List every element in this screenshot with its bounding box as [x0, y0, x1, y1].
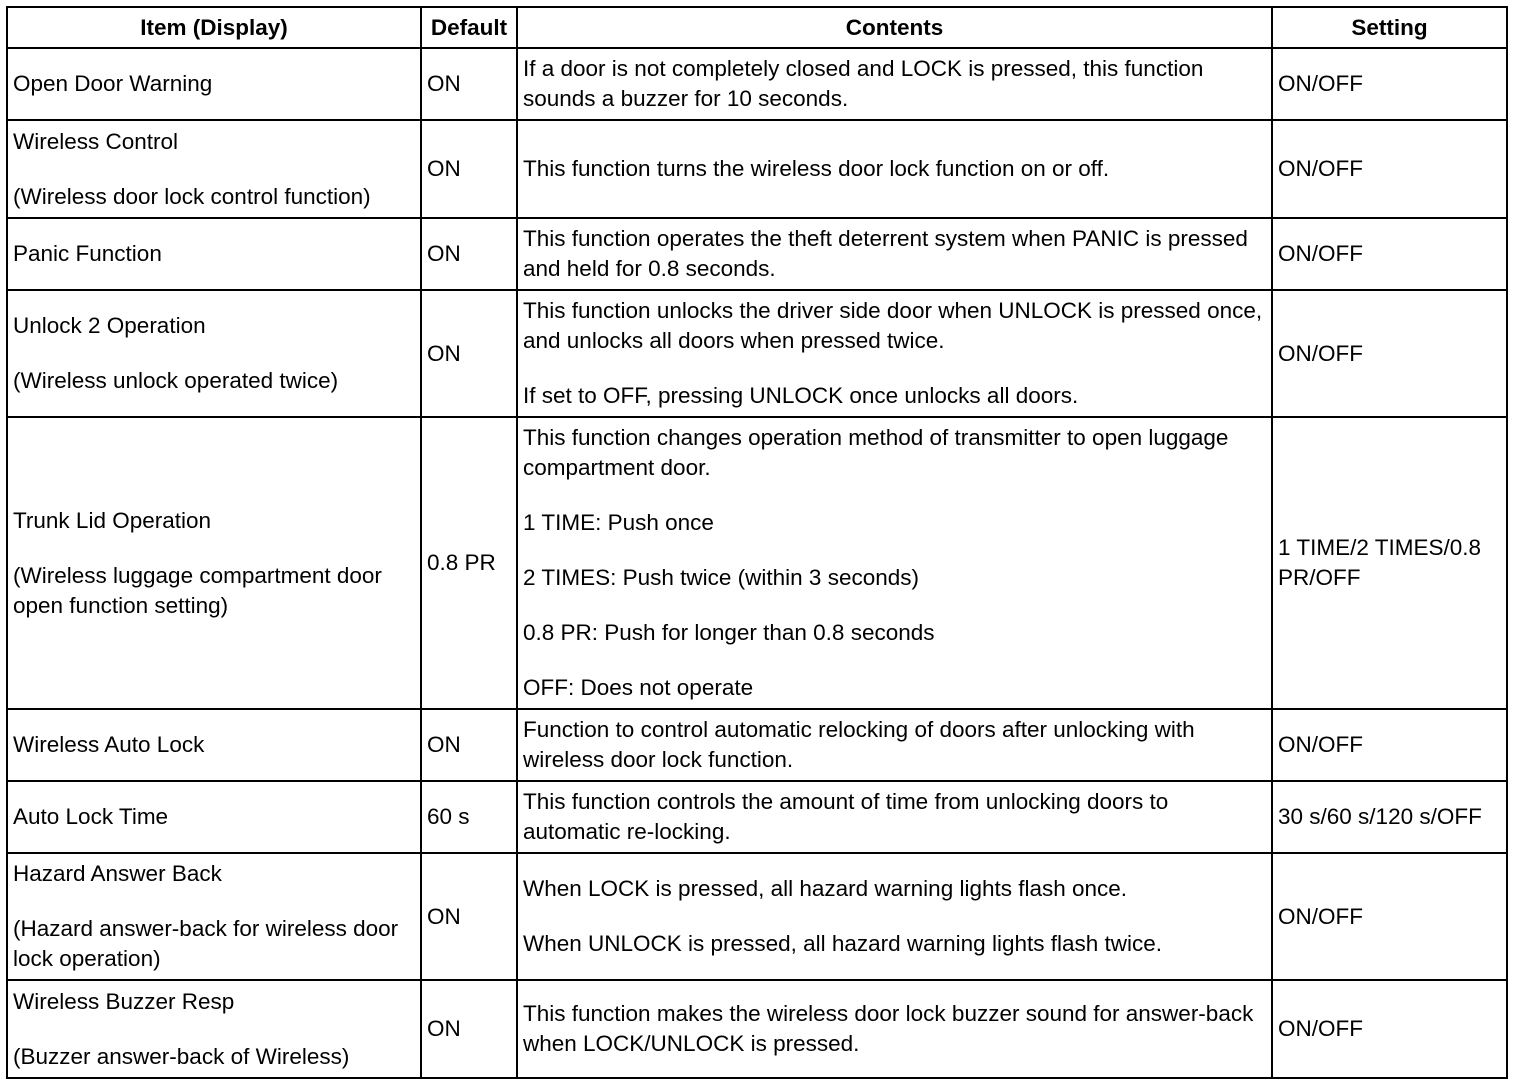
- default-cell: ON: [421, 218, 517, 290]
- item-cell: [7, 980, 421, 1078]
- contents-text: If set to OFF, pressing UNLOCK once unlocks all doors.: [523, 383, 1079, 408]
- setting-cell: 30 s/60 s/120 s/OFF: [1272, 781, 1507, 853]
- contents-text: OFF: Does not operate: [523, 675, 754, 700]
- table-row: [7, 781, 1507, 853]
- contents-text: This function controls the amount of time from unlocking doors to automatic re-locking.: [523, 789, 1169, 844]
- table-row: [7, 120, 1507, 218]
- item-cell: [7, 709, 421, 781]
- contents-text: When UNLOCK is pressed, all hazard warning lights flash twice.: [523, 931, 1163, 956]
- setting-cell: ON/OFF: [1272, 853, 1507, 980]
- item-name: Auto Lock Time: [13, 804, 169, 829]
- item-cell: [7, 120, 421, 218]
- item-cell: [7, 218, 421, 290]
- setting-cell: ON/OFF: [1272, 709, 1507, 781]
- table-row: [7, 48, 1507, 120]
- contents-text: This function operates the theft deterrent system when PANIC is pressed and held for 0.8 seconds.: [523, 226, 1248, 281]
- header-row: [7, 7, 1507, 48]
- setting-cell: 1 TIME/2 TIMES/0.8 PR/OFF: [1272, 417, 1507, 709]
- item-name: Unlock 2 Operation: [13, 313, 206, 338]
- contents-cell: [517, 781, 1272, 853]
- item-cell: [7, 290, 421, 417]
- table-row: [7, 980, 1507, 1078]
- table-row: [7, 218, 1507, 290]
- contents-text: Function to control automatic relocking of doors after unlocking with wireless door lock function.: [523, 717, 1195, 772]
- contents-text: If a door is not completely closed and LOCK is pressed, this function sounds a buzzer for 10 seconds.: [523, 56, 1204, 111]
- contents-cell: [517, 853, 1272, 980]
- table-row: [7, 853, 1507, 980]
- contents-text: This function makes the wireless door lock buzzer sound for answer-back when LOCK/UNLOCK is pressed.: [523, 1001, 1254, 1056]
- contents-text: This function turns the wireless door lock function on or off.: [523, 156, 1110, 181]
- item-name: Hazard Answer Back: [13, 861, 222, 886]
- contents-text: This function changes operation method of transmitter to open luggage compartment door.: [523, 425, 1229, 480]
- header-setting: Setting: [1272, 7, 1507, 48]
- item-description: (Wireless luggage compartment door open function setting): [13, 562, 382, 618]
- item-name: Trunk Lid Operation: [13, 507, 212, 533]
- item-name: Wireless Control: [13, 128, 179, 154]
- default-cell: 60 s: [421, 781, 517, 853]
- setting-cell: ON/OFF: [1272, 48, 1507, 120]
- setting-cell: ON/OFF: [1272, 290, 1507, 417]
- default-cell: ON: [421, 853, 517, 980]
- contents-text: 2 TIMES: Push twice (within 3 seconds): [523, 565, 919, 590]
- default-cell: ON: [421, 290, 517, 417]
- contents-text: When LOCK is pressed, all hazard warning lights flash once.: [523, 876, 1128, 901]
- item-description: (Hazard answer-back for wireless door lock operation): [13, 916, 399, 971]
- item-name: Wireless Auto Lock: [13, 732, 205, 757]
- default-cell: ON: [421, 48, 517, 120]
- contents-cell: [517, 709, 1272, 781]
- setting-cell: ON/OFF: [1272, 218, 1507, 290]
- setting-cell: ON/OFF: [1272, 980, 1507, 1078]
- contents-cell: [517, 980, 1272, 1078]
- item-description: (Wireless unlock operated twice): [13, 368, 339, 393]
- contents-cell: [517, 120, 1272, 218]
- contents-cell: [517, 290, 1272, 417]
- default-cell: 0.8 PR: [421, 417, 517, 709]
- header-contents: Contents: [517, 7, 1272, 48]
- contents-cell: [517, 417, 1272, 709]
- item-name: Panic Function: [13, 241, 162, 266]
- default-cell: ON: [421, 709, 517, 781]
- contents-cell: [517, 48, 1272, 120]
- item-description: (Buzzer answer-back of Wireless): [13, 1043, 350, 1069]
- item-name: Open Door Warning: [13, 71, 213, 96]
- item-cell: [7, 781, 421, 853]
- default-cell: ON: [421, 980, 517, 1078]
- setting-cell: ON/OFF: [1272, 120, 1507, 218]
- settings-table: [6, 6, 1508, 1079]
- header-item: Item (Display): [7, 7, 421, 48]
- table-row: [7, 417, 1507, 709]
- item-cell: [7, 417, 421, 709]
- item-name: Wireless Buzzer Resp: [13, 988, 235, 1014]
- contents-text: 0.8 PR: Push for longer than 0.8 seconds: [523, 620, 935, 645]
- item-cell: [7, 48, 421, 120]
- table-row: [7, 290, 1507, 417]
- item-cell: [7, 853, 421, 980]
- item-description: (Wireless door lock control function): [13, 183, 371, 209]
- contents-cell: [517, 218, 1272, 290]
- contents-text: This function unlocks the driver side door when UNLOCK is pressed once, and unlocks all doors when pressed twice.: [523, 298, 1263, 353]
- header-default: Default: [421, 7, 517, 48]
- table-row: [7, 709, 1507, 781]
- contents-text: 1 TIME: Push once: [523, 510, 714, 535]
- default-cell: ON: [421, 120, 517, 218]
